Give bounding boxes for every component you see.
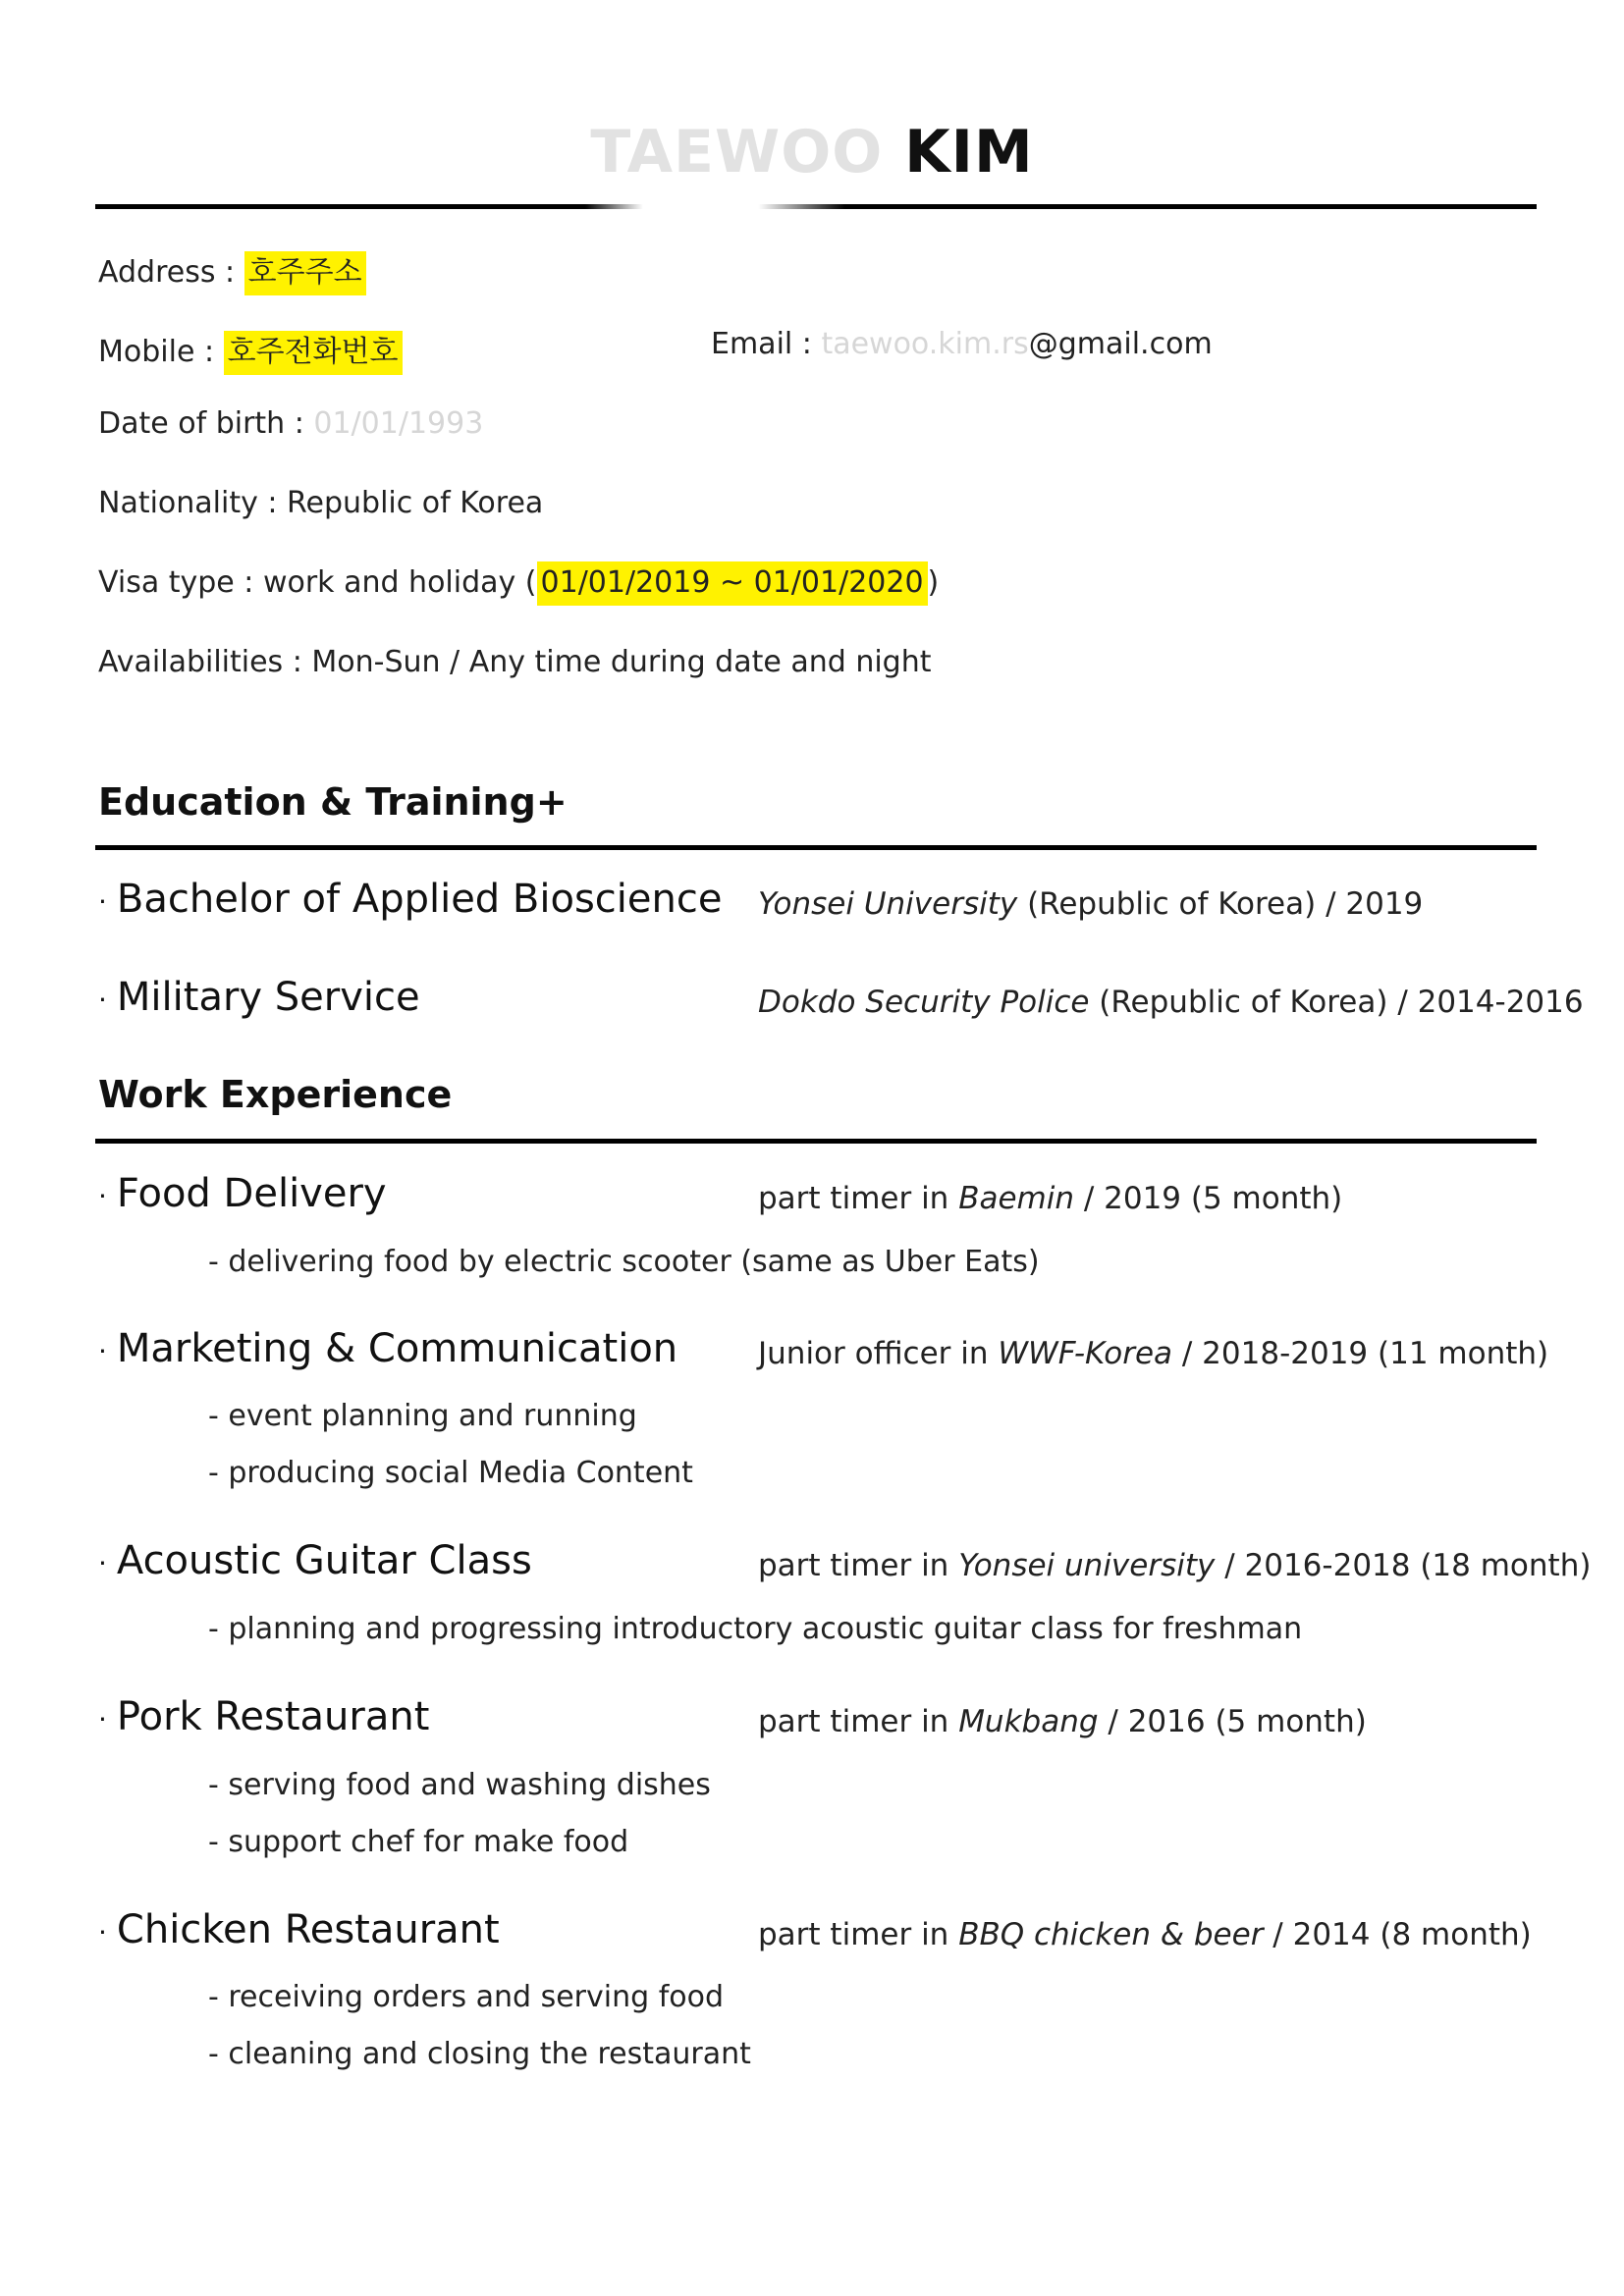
first-name-redacted: TAEWOO: [590, 118, 884, 187]
education-detail: [758, 886, 1423, 922]
email-row: [711, 327, 1213, 361]
dob-row: [98, 406, 483, 441]
job-task: - receiving orders and serving food: [208, 1980, 725, 2014]
job-period: / 2016 (5 month): [1098, 1704, 1367, 1739]
education-divider: [95, 845, 1537, 850]
last-name: KIM: [904, 118, 1034, 187]
job-title-text: Food Delivery: [116, 1171, 387, 1216]
bullet: ·: [98, 1915, 107, 1949]
header-divider: [95, 204, 1537, 209]
dob-label: Date of birth :: [98, 406, 304, 441]
job-task: - producing social Media Content: [208, 1456, 693, 1490]
address-row: [98, 247, 366, 291]
address-label: Address :: [98, 255, 236, 290]
visa-dates: 01/01/2019 ~ 01/01/2020: [537, 561, 928, 606]
education-meta: (Republic of Korea) / 2014-2016: [1089, 985, 1584, 1020]
bullet: ·: [98, 1546, 107, 1579]
job-period: / 2019 (5 month): [1073, 1181, 1343, 1216]
education-meta: (Republic of Korea) / 2019: [1017, 886, 1424, 922]
job-task: - support chef for make food: [208, 1825, 629, 1859]
job-org: Mukbang: [958, 1704, 1099, 1739]
education-heading: Education & Training+: [98, 780, 568, 824]
mobile-value: 호주전화번호: [224, 331, 403, 375]
job-task: - event planning and running: [208, 1399, 637, 1433]
job-org: Yonsei university: [958, 1548, 1216, 1583]
bullet: ·: [98, 983, 107, 1016]
job-title: [98, 1538, 532, 1583]
job-title-text: Acoustic Guitar Class: [116, 1538, 532, 1583]
bullet: ·: [98, 1334, 107, 1367]
job-title-text: Chicken Restaurant: [116, 1907, 500, 1952]
job-role: part timer in: [758, 1917, 959, 1952]
mobile-row: [98, 327, 403, 370]
bullet: ·: [98, 1702, 107, 1735]
address-value: 호주주소: [244, 251, 366, 295]
job-task: - serving food and washing dishes: [208, 1768, 711, 1802]
job-detail: [758, 1181, 1342, 1216]
education-item: [98, 975, 420, 1020]
job-task: - delivering food by electric scooter (same as Uber Eats): [208, 1245, 1040, 1279]
email-label: Email :: [711, 327, 812, 361]
bullet: ·: [98, 1179, 107, 1212]
job-role: part timer in: [758, 1181, 959, 1216]
education-detail: [758, 985, 1584, 1020]
job-title-text: Pork Restaurant: [116, 1694, 430, 1739]
job-title: [98, 1907, 500, 1952]
job-org: BBQ chicken & beer: [958, 1917, 1264, 1952]
job-detail: [758, 1336, 1548, 1371]
education-org: Yonsei University: [758, 886, 1018, 922]
job-role: part timer in: [758, 1548, 959, 1583]
nationality-row: Nationality : Republic of Korea: [98, 486, 544, 520]
education-org: Dokdo Security Police: [758, 985, 1090, 1020]
job-role: Junior officer in: [758, 1336, 999, 1371]
job-detail: [758, 1917, 1532, 1952]
dob-redacted: 01/01/1993: [313, 406, 484, 441]
job-period: / 2016-2018 (18 month): [1215, 1548, 1592, 1583]
job-role: part timer in: [758, 1704, 959, 1739]
job-title: [98, 1694, 429, 1739]
job-title: [98, 1326, 677, 1371]
job-period: / 2018-2019 (11 month): [1172, 1336, 1549, 1371]
job-title: [98, 1171, 387, 1216]
work-heading: Work Experience: [98, 1073, 453, 1116]
job-task: - planning and progressing introductory acoustic guitar class for freshman: [208, 1612, 1303, 1646]
bullet: ·: [98, 884, 107, 918]
education-title: Military Service: [116, 975, 420, 1020]
job-detail: [758, 1548, 1591, 1583]
job-org: WWF-Korea: [998, 1336, 1173, 1371]
email-redacted: taewoo.kim.rs: [821, 327, 1029, 361]
email-domain: @gmail.com: [1028, 327, 1213, 361]
job-title-text: Marketing & Communication: [116, 1326, 678, 1371]
job-task: - cleaning and closing the restaurant: [208, 2037, 751, 2071]
mobile-label: Mobile :: [98, 335, 215, 369]
education-title: Bachelor of Applied Bioscience: [116, 877, 723, 922]
visa-row: [98, 565, 939, 600]
availability-row: Availabilities : Mon-Sun / Any time during date and night: [98, 645, 932, 679]
job-org: Baemin: [958, 1181, 1074, 1216]
visa-label: Visa type : work and holiday (: [98, 565, 537, 600]
job-detail: [758, 1704, 1367, 1739]
visa-suffix: ): [927, 565, 940, 600]
resume-name: [0, 118, 1624, 187]
education-item: [98, 877, 722, 922]
job-period: / 2014 (8 month): [1263, 1917, 1532, 1952]
work-divider: [95, 1139, 1537, 1144]
